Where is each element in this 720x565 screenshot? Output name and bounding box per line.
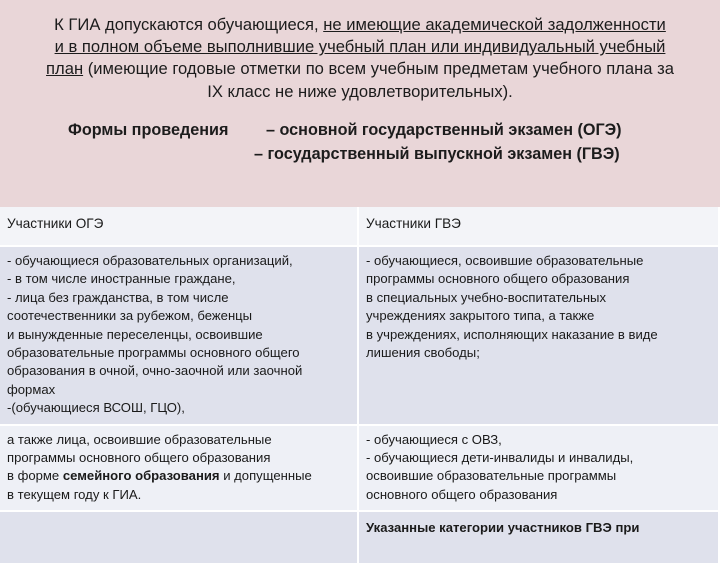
- cell-line: - лица без гражданства, в том числе: [7, 289, 229, 305]
- cell-line: -(обучающиеся ВСОШ, ГЦО),: [7, 400, 185, 416]
- family-education-bold: семейного образования: [62, 468, 220, 484]
- table-row: [0, 512, 720, 565]
- cell-line: в текущем году к ГИА.: [7, 486, 142, 502]
- table-header-row: [0, 207, 720, 247]
- cell-text: и допущенные: [219, 468, 312, 484]
- cell-line: формах: [7, 381, 56, 397]
- cell-line: - обучающиеся с ОВЗ,: [366, 431, 502, 447]
- cell-line: [7, 467, 351, 485]
- cell-oge-participants: [0, 247, 359, 426]
- cell-gve-participants: [359, 247, 720, 426]
- cell-oge-family-education: [0, 426, 359, 513]
- cell-line: образования в очной, очно-заочной или заочной: [7, 363, 303, 379]
- cell-line: образовательные программы основного общего: [7, 345, 300, 361]
- intro-line-3: [0, 58, 720, 80]
- cell-empty: [0, 512, 359, 565]
- cell-line: - обучающиеся образовательных организаций,: [7, 253, 293, 268]
- cell-gve-ovz: [359, 426, 720, 513]
- intro-line-1: [0, 14, 720, 36]
- cell-line: соотечественники за рубежом, беженцы: [7, 308, 253, 324]
- cell-line: программы основного общего образования: [7, 450, 271, 466]
- cell-line: и вынужденные переселенцы, освоившие: [7, 326, 263, 342]
- cell-line: освоившие образовательные программы: [366, 468, 617, 484]
- cell-line: программы основного общего образования: [366, 271, 630, 287]
- cell-line: а также лица, освоившие образовательные: [7, 431, 272, 447]
- intro-line-3-plain: (имеющие годовые отметки по всем учебным предметам учебного плана за: [83, 59, 674, 79]
- intro-line-3-underlined: план: [46, 59, 84, 79]
- cell-line: в специальных учебно-воспитательных: [366, 289, 607, 305]
- header-gve: Участники ГВЭ: [359, 207, 720, 247]
- cell-line: - обучающиеся дети-инвалиды и инвалиды,: [366, 450, 634, 466]
- participants-table: [0, 207, 720, 565]
- forms-label: Формы проведения: [68, 121, 229, 139]
- table-row: [0, 247, 720, 426]
- table-row: [0, 426, 720, 513]
- cell-line: - обучающиеся, освоившие образовательные: [366, 253, 644, 268]
- cell-line: учреждениях закрытого типа, а также: [366, 308, 595, 324]
- cell-line: - в том числе иностранные граждане,: [7, 271, 236, 287]
- intro-text: [0, 14, 720, 103]
- header-oge: Участники ОГЭ: [0, 207, 359, 247]
- cell-line: основного общего образования: [366, 486, 558, 502]
- intro-line-1-underlined: не имеющие академической задолженности: [323, 15, 666, 34]
- gve-note-text: Указанные категории участников ГВЭ при: [366, 520, 640, 536]
- cell-gve-note: [359, 512, 720, 565]
- cell-line: лишения свободы;: [366, 345, 480, 361]
- cell-text: в форме: [7, 468, 63, 484]
- intro-line-2: и в полном объеме выполнившие учебный план или индивидуальный учебный: [54, 37, 666, 57]
- intro-line-4: IX класс не ниже удовлетворительных).: [207, 81, 513, 101]
- form-oge: – основной государственный экзамен (ОГЭ): [266, 121, 622, 139]
- form-gve: – государственный выпускной экзамен (ГВЭ): [254, 145, 620, 163]
- intro-line-1-plain: К ГИА допускаются обучающиеся,: [54, 15, 324, 34]
- cell-line: в учреждениях, исполняющих наказание в виде: [366, 326, 658, 342]
